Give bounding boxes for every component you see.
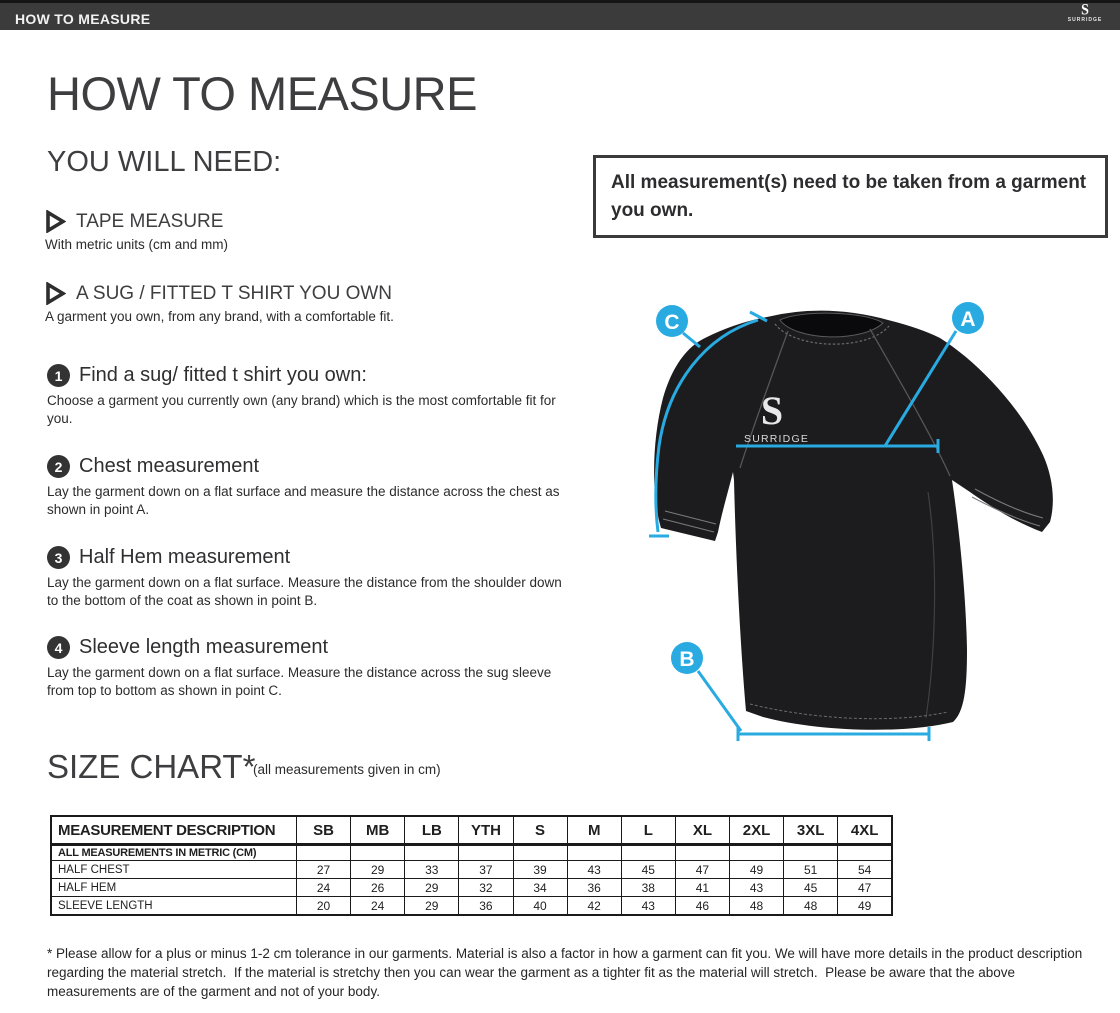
size-column-header: SB xyxy=(297,816,351,845)
size-chart-table xyxy=(50,815,893,916)
size-column-header: S xyxy=(513,816,567,845)
top-title-bar xyxy=(0,0,1120,30)
size-value-cell: 33 xyxy=(405,861,459,879)
need-item-head xyxy=(45,210,585,233)
size-column-header: LB xyxy=(405,816,459,845)
point-b-label: B xyxy=(679,648,695,671)
size-value-cell: 29 xyxy=(405,897,459,916)
garment-logo-text: SURRIDGE xyxy=(744,433,810,445)
size-value-cell: 38 xyxy=(621,879,675,897)
measurement-row xyxy=(51,861,892,879)
need-item-description: With metric units (cm and mm) xyxy=(45,237,229,252)
size-column-header: 3XL xyxy=(784,816,838,845)
size-chart-subheading: (all measurements given in cm) xyxy=(253,762,441,777)
step-4 xyxy=(47,636,565,699)
metric-note-cell: ALL MEASUREMENTS IN METRIC (CM) xyxy=(51,845,297,861)
description-column-header: MEASUREMENT DESCRIPTION xyxy=(51,816,297,845)
size-column-header: 2XL xyxy=(730,816,784,845)
measurement-row-label: HALF CHEST xyxy=(51,861,297,879)
need-item-fitted-shirt xyxy=(45,282,585,324)
step-description: Lay the garment down on a flat surface. Measure the distance from the shoulder down to the bottom of the coat as shown in point B. xyxy=(47,575,562,608)
size-value-cell: 49 xyxy=(838,897,892,916)
size-value-cell: 54 xyxy=(838,861,892,879)
size-column-header: MB xyxy=(351,816,405,845)
you-will-need-heading: YOU WILL NEED: xyxy=(47,146,282,178)
step-description: Lay the garment down on a flat surface. Measure the distance across the sug sleeve from top to bottom as shown in point C. xyxy=(47,665,552,698)
measurement-row xyxy=(51,897,892,916)
empty-cell xyxy=(459,845,513,861)
step-head xyxy=(47,455,565,478)
size-value-cell: 45 xyxy=(784,879,838,897)
page-title: HOW TO MEASURE xyxy=(47,67,477,120)
size-value-cell: 48 xyxy=(784,897,838,916)
size-column-header: YTH xyxy=(459,816,513,845)
shirt-silhouette xyxy=(654,311,1053,730)
step-head xyxy=(47,546,565,569)
empty-cell xyxy=(838,845,892,861)
size-value-cell: 36 xyxy=(459,897,513,916)
measurement-row-label: HALF HEM xyxy=(51,879,297,897)
measurement-row xyxy=(51,879,892,897)
size-value-cell: 24 xyxy=(297,879,351,897)
size-value-cell: 47 xyxy=(838,879,892,897)
step-number-badge: 1 xyxy=(47,364,70,387)
tolerance-footnote: * Please allow for a plus or minus 1-2 cm tolerance in our garments. Material is also a factor in how a garment can fit you. We will have more details in the product description regarding the material stretch. If the material is stretchy then you can wear the garment as a tighter fit as the material will stretch. Please be aware that the above measurements are of the garment and not of your body. xyxy=(47,946,1087,1000)
size-column-header: XL xyxy=(675,816,729,845)
size-value-cell: 26 xyxy=(351,879,405,897)
size-column-header: 4XL xyxy=(838,816,892,845)
size-column-header: M xyxy=(567,816,621,845)
empty-cell xyxy=(513,845,567,861)
point-a-label: A xyxy=(960,308,976,331)
empty-cell xyxy=(405,845,459,861)
empty-cell xyxy=(730,845,784,861)
garment-measurement-diagram xyxy=(590,260,1120,820)
topbar-title: HOW TO MEASURE xyxy=(15,11,151,27)
surridge-s-mark-icon: S xyxy=(1081,1,1089,20)
empty-cell xyxy=(621,845,675,861)
empty-cell xyxy=(567,845,621,861)
size-value-cell: 41 xyxy=(675,879,729,897)
play-triangle-icon xyxy=(45,282,66,305)
size-value-cell: 34 xyxy=(513,879,567,897)
need-item-head xyxy=(45,282,585,305)
size-value-cell: 36 xyxy=(567,879,621,897)
measurement-row-label: SLEEVE LENGTH xyxy=(51,897,297,916)
step-description: Choose a garment you currently own (any brand) which is the most comfortable fit for you. xyxy=(47,393,556,426)
size-value-cell: 29 xyxy=(405,879,459,897)
step-number-badge: 2 xyxy=(47,455,70,478)
step-title: Find a sug/ fitted t shirt you own: xyxy=(79,364,367,386)
size-value-cell: 20 xyxy=(297,897,351,916)
size-value-cell: 29 xyxy=(351,861,405,879)
step-head xyxy=(47,364,565,387)
size-value-cell: 48 xyxy=(730,897,784,916)
size-value-cell: 27 xyxy=(297,861,351,879)
step-1 xyxy=(47,364,565,427)
size-column-header: L xyxy=(621,816,675,845)
size-value-cell: 37 xyxy=(459,861,513,879)
step-2 xyxy=(47,455,565,518)
step-number-badge: 3 xyxy=(47,546,70,569)
size-value-cell: 45 xyxy=(621,861,675,879)
size-chart-heading: SIZE CHART* xyxy=(47,748,256,785)
size-value-cell: 43 xyxy=(621,897,675,916)
play-triangle-icon xyxy=(45,210,66,233)
step-title: Chest measurement xyxy=(79,455,260,477)
c-pointer-line xyxy=(683,333,700,347)
need-item-label: A SUG / FITTED T SHIRT YOU OWN xyxy=(76,282,393,304)
size-value-cell: 43 xyxy=(730,879,784,897)
surridge-logo-text: SURRIDGE xyxy=(1067,17,1103,23)
size-value-cell: 43 xyxy=(567,861,621,879)
b-pointer-line xyxy=(698,671,741,731)
measurement-callout-box: All measurement(s) need to be taken from a garment you own. xyxy=(593,155,1108,238)
step-title: Sleeve length measurement xyxy=(79,636,329,658)
garment-logo-s-icon: S xyxy=(760,388,784,433)
empty-cell xyxy=(297,845,351,861)
step-head xyxy=(47,636,565,659)
step-title: Half Hem measurement xyxy=(79,546,291,568)
size-value-cell: 32 xyxy=(459,879,513,897)
empty-cell xyxy=(784,845,838,861)
size-value-cell: 46 xyxy=(675,897,729,916)
surridge-logo-icon xyxy=(1060,1,1110,30)
point-c-label: C xyxy=(664,311,680,334)
size-value-cell: 49 xyxy=(730,861,784,879)
size-value-cell: 42 xyxy=(567,897,621,916)
size-value-cell: 40 xyxy=(513,897,567,916)
size-value-cell: 51 xyxy=(784,861,838,879)
empty-cell xyxy=(675,845,729,861)
size-value-cell: 39 xyxy=(513,861,567,879)
empty-cell xyxy=(351,845,405,861)
size-value-cell: 47 xyxy=(675,861,729,879)
step-3 xyxy=(47,546,565,609)
need-item-label: TAPE MEASURE xyxy=(76,210,224,232)
step-description: Lay the garment down on a flat surface and measure the distance across the chest as shown in point A. xyxy=(47,484,560,517)
size-value-cell: 24 xyxy=(351,897,405,916)
need-item-description: A garment you own, from any brand, with a comfortable fit. xyxy=(45,309,394,324)
need-item-tape-measure xyxy=(45,210,585,252)
size-chart-header-row xyxy=(51,816,892,845)
step-number-badge: 4 xyxy=(47,636,70,659)
metric-note-row xyxy=(51,845,892,861)
